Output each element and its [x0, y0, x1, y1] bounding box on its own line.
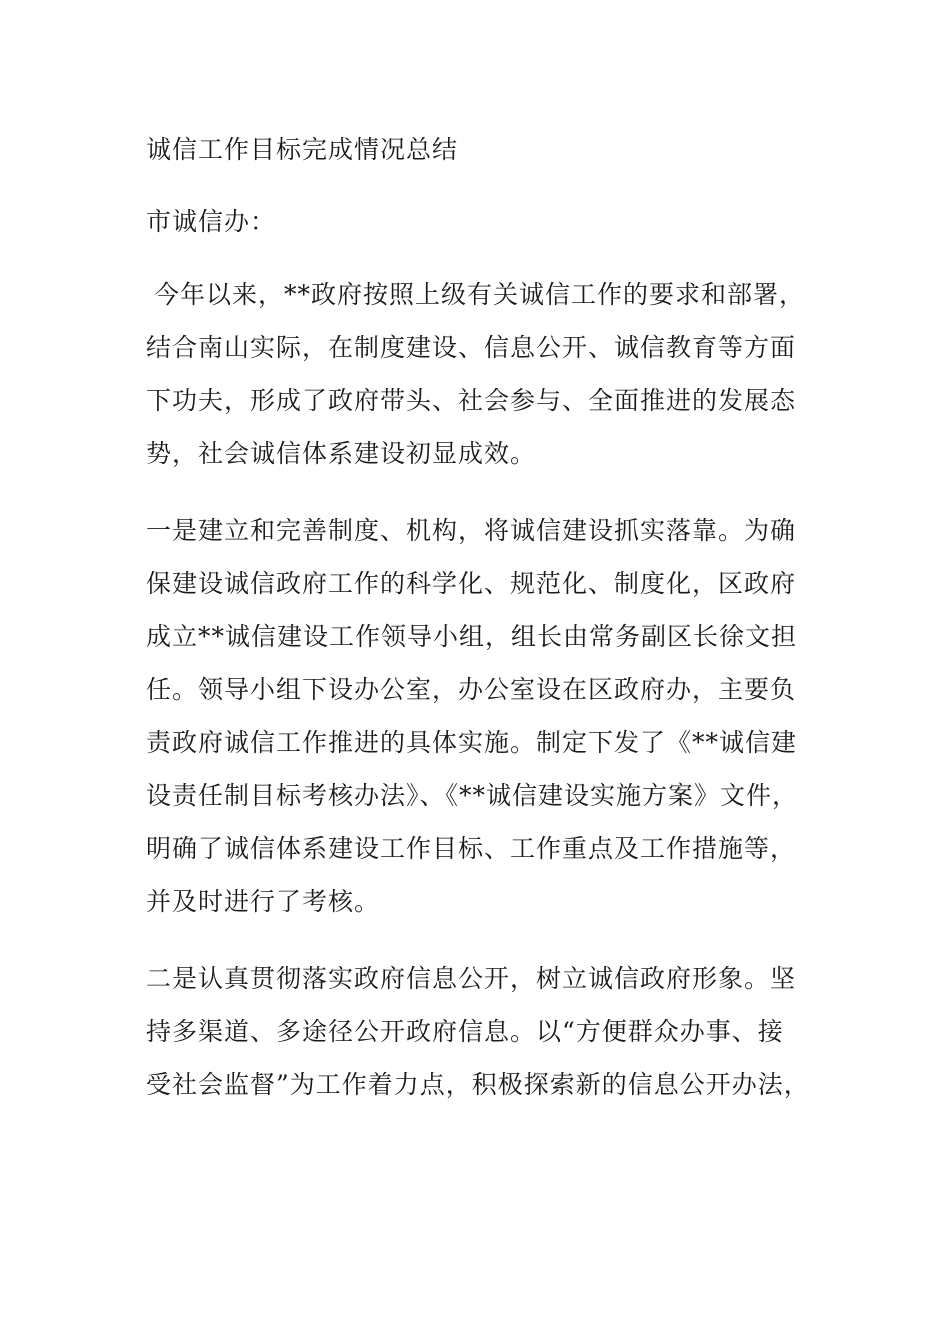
paragraph-line: 设责任制目标考核办法》、《**诚信建设实施方案》文件，: [146, 781, 799, 810]
paragraph-line: 今年以来，**政府按照上级有关诚信工作的要求和部署，: [154, 280, 806, 309]
paragraph-line: 明确了诚信体系建设工作目标、工作重点及工作措施等，: [146, 834, 797, 863]
paragraph-line: 保建设诚信政府工作的科学化、规范化、制度化，区政府: [146, 569, 797, 598]
document-title: 诚信工作目标完成情况总结: [146, 135, 459, 164]
paragraph-line: 受社会监督”为工作着力点，积极探索新的信息公开办法，: [146, 1070, 810, 1099]
paragraph-line: 责政府诚信工作推进的具体实施。制定下发了《**诚信建: [146, 728, 798, 757]
paragraph-intro: [146, 268, 806, 480]
paragraph-line: 任。领导小组下设办公室，办公室设在区政府办，主要负: [146, 675, 797, 704]
paragraph-line: 结合南山实际，在制度建设、信息公开、诚信教育等方面: [146, 333, 797, 362]
paragraph-line: 下功夫，形成了政府带头、社会参与、全面推进的发展态: [146, 386, 797, 415]
salutation: 市诚信办：: [146, 207, 277, 236]
paragraph-line: 二是认真贯彻落实政府信息公开，树立诚信政府形象。坚: [146, 964, 797, 993]
paragraph-line: 一是建立和完善制度、机构，将诚信建设抓实落靠。为确: [146, 516, 797, 545]
paragraph-line: 持多渠道、多途径公开政府信息。以“方便群众办事、接: [146, 1017, 784, 1046]
paragraph-first-point: [146, 504, 806, 928]
paragraph-line: 并及时进行了考核。: [146, 887, 381, 916]
paragraph-line: 势，社会诚信体系建设初显成效。: [146, 439, 537, 468]
paragraph-second-point: [146, 952, 810, 1111]
paragraph-line: 成立**诚信建设工作领导小组，组长由常务副区长徐文担: [146, 622, 798, 651]
document-body: [146, 128, 810, 1111]
